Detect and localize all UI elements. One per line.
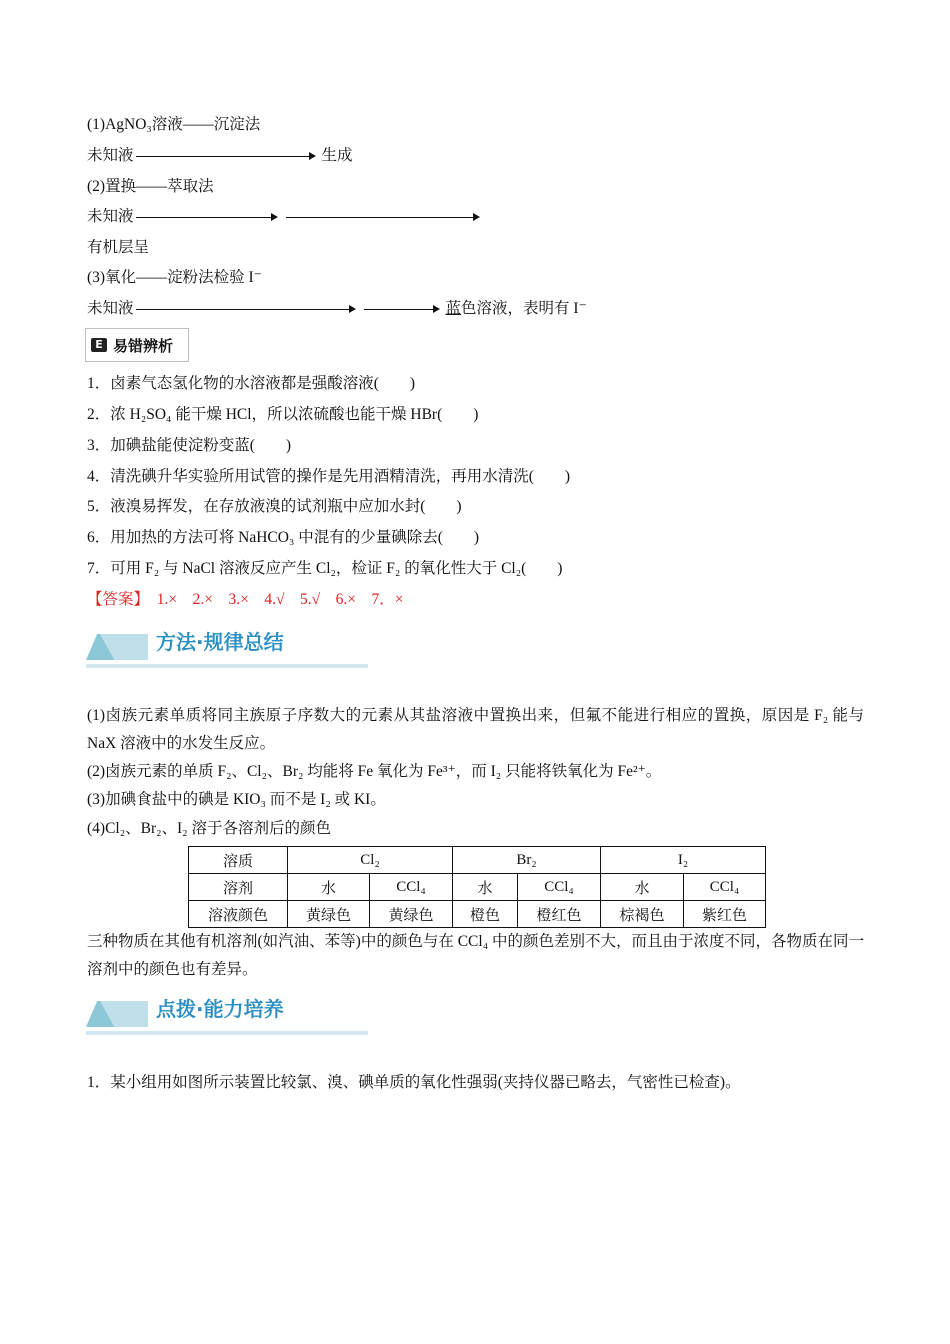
error-item-2: 2．浓 H₂SO₄ 能干燥 HCl，所以浓硫酸也能干燥 HBr( ) xyxy=(87,406,479,423)
error-item-5: 5．液溴易挥发，在存放液溴的试剂瓶中应加水封( ) xyxy=(87,498,462,515)
method-3-title: (3)氧化——淀粉法检验 I⁻ xyxy=(87,269,262,286)
badge-label: 易错辨析 xyxy=(113,336,174,355)
summary-p2: (2)卤族元素的单质 F₂、Cl₂、Br₂ 均能将 Fe 氧化为 Fe³⁺，而 I₂ 只能将铁氧化为 Fe²⁺。 xyxy=(87,763,662,780)
section-rule xyxy=(86,1031,368,1035)
e-icon: E xyxy=(91,338,107,352)
practice-question-1: 1．某小组用如图所示装置比较氯、溴、碘单质的氧化性强弱(夹持仪器已略去，气密性已检查)。 xyxy=(87,1074,741,1091)
table-cell: 水 xyxy=(453,874,518,901)
summary-p1: (1)卤族元素单质将同主族原子序数大的元素从其盐溶液中置换出来，但氟不能进行相应的置换，原因是 F₂ 能与 NaX 溶液中的水发生反应。 xyxy=(87,707,864,752)
method-2-flow xyxy=(87,207,480,227)
table-cell: CCl₄ xyxy=(518,874,601,901)
table-cell: 溶剂 xyxy=(189,874,288,901)
table-cell: 黄绿色 xyxy=(370,901,453,928)
arrow-icon xyxy=(286,217,478,218)
table-row xyxy=(189,847,766,874)
table-cell: 橙红色 xyxy=(518,901,601,928)
method-2-title: (2)置换——萃取法 xyxy=(87,178,214,195)
summary-note: 三种物质在其他有机溶剂(如汽油、苯等)中的颜色与在 CCl₄ 中的颜色差别不大，而且由于浓度不同，各物质在同一溶剂中的颜色也有差异。 xyxy=(87,933,864,978)
table-row xyxy=(189,874,766,901)
table-cell: 水 xyxy=(288,874,370,901)
table-cell: Cl₂ xyxy=(288,847,453,874)
method-3-blue: 蓝 xyxy=(445,300,462,317)
section-title: 点拨·能力培养 xyxy=(156,997,284,1021)
table-cell: I₂ xyxy=(601,847,766,874)
arrow-icon xyxy=(364,309,438,310)
error-analysis-badge xyxy=(85,328,189,362)
method-1-title: (1)AgNO₃溶液——沉淀法 xyxy=(87,116,261,133)
method-1-flow xyxy=(87,146,353,166)
table-cell: 黄绿色 xyxy=(288,901,370,928)
section-rule xyxy=(86,664,368,668)
halogen-color-table xyxy=(188,846,766,928)
error-item-4: 4．清洗碘升华实验所用试管的操作是先用酒精清洗，再用水清洗( ) xyxy=(87,468,571,485)
table-cell: Br₂ xyxy=(453,847,601,874)
error-item-6: 6．用加热的方法可将 NaHCO₃ 中混有的少量碘除去( ) xyxy=(87,529,480,546)
arrow-icon xyxy=(136,217,276,218)
section-title: 方法·规律总结 xyxy=(156,630,284,654)
table-cell: 水 xyxy=(601,874,684,901)
arrow-icon xyxy=(136,309,354,310)
method-1-suffix: 生成 xyxy=(321,147,353,164)
table-cell: CCl₄ xyxy=(684,874,766,901)
summary-p4: (4)Cl₂、Br₂、I₂ 溶于各溶剂后的颜色 xyxy=(87,820,331,837)
method-2-prefix: 未知液 xyxy=(87,208,134,225)
error-item-1: 1．卤素气态氢化物的水溶液都是强酸溶液( ) xyxy=(87,375,416,392)
table-cell: 溶质 xyxy=(189,847,288,874)
table-row xyxy=(189,901,766,928)
table-cell: CCl₄ xyxy=(370,874,453,901)
summary-p3: (3)加碘食盐中的碘是 KIO₃ 而不是 I₂ 或 KI。 xyxy=(87,791,386,808)
method-1-prefix: 未知液 xyxy=(87,147,134,164)
method-3-suffix: 色溶液，表明有 I⁻ xyxy=(461,300,587,317)
error-item-7: 7．可用 F₂ 与 NaCl 溶液反应产生 Cl₂，检证 F₂ 的氧化性大于 Cl₂( ) xyxy=(87,560,563,577)
table-cell: 紫红色 xyxy=(684,901,766,928)
table-cell: 棕褐色 xyxy=(601,901,684,928)
section-header-practice xyxy=(86,991,368,1035)
table-cell: 溶液颜色 xyxy=(189,901,288,928)
error-item-3: 3．加碘盐能使淀粉变蓝( ) xyxy=(87,437,292,454)
arrow-icon xyxy=(136,156,314,157)
answer-line: 【答案】 1.× 2.× 3.× 4.√ 5.√ 6.× 7．× xyxy=(87,591,404,608)
section-header-summary xyxy=(86,624,368,668)
method-3-flow xyxy=(87,299,587,319)
method-3-prefix: 未知液 xyxy=(87,300,134,317)
table-cell: 橙色 xyxy=(453,901,518,928)
method-2-result: 有机层呈 xyxy=(87,239,150,256)
